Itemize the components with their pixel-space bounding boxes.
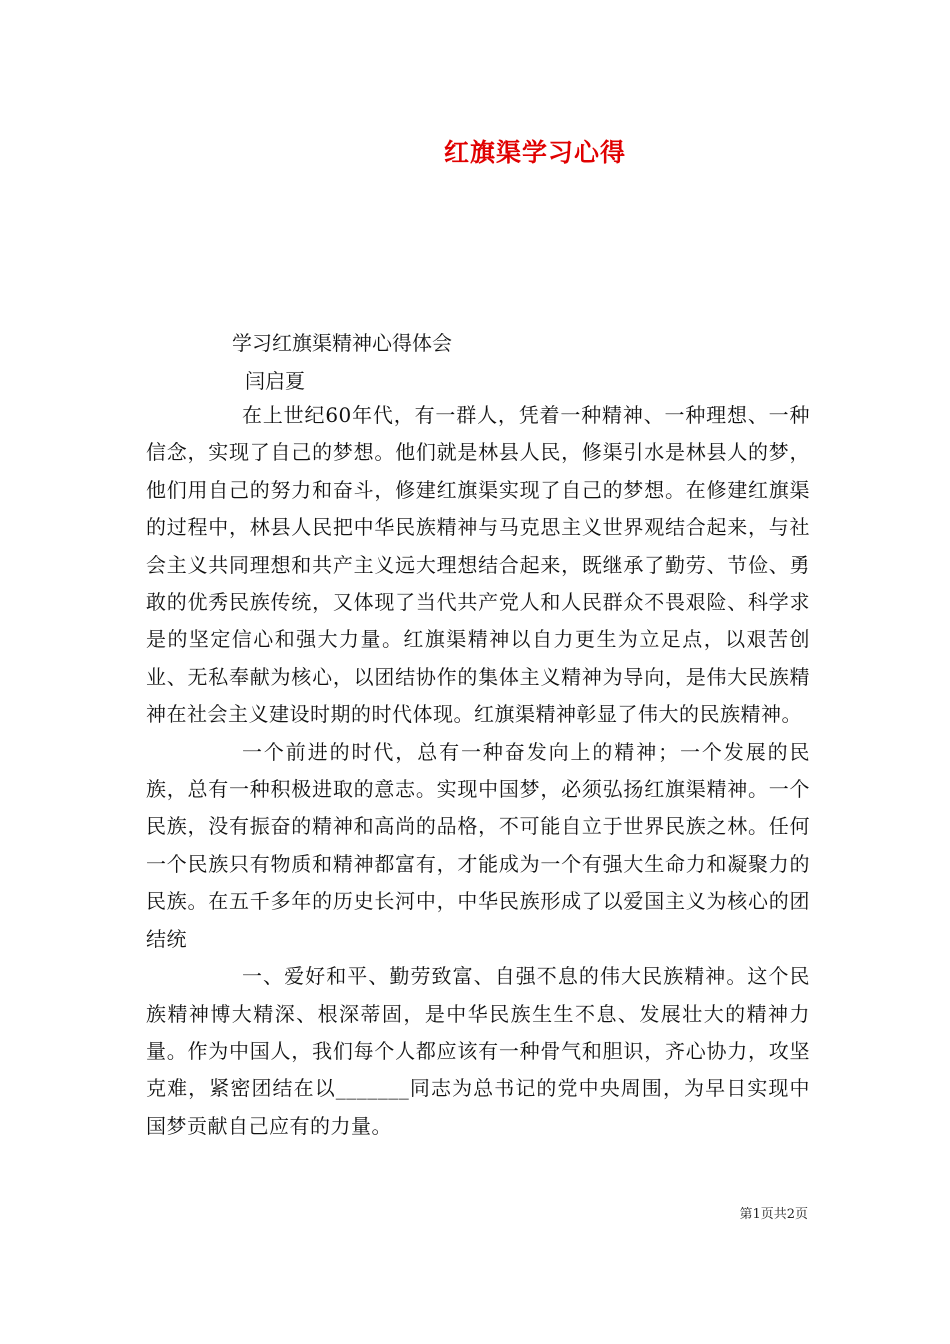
page-number-footer: 第1页共2页: [739, 1207, 808, 1222]
paragraph-2: 一个前进的时代，总有一种奋发向上的精神；一个发展的民族，总有一种积极进取的意志。实现中国梦，必须弘扬红旗渠精神。一个民族，没有振奋的精神和高尚的品格，不可能自立于世界民族之林。任何一个民族只有物质和精神都富有，才能成为一个有强大生命力和凝聚力的民族。在五千多年的历史长河中，中华民族形成了以爱国主义为核心的团结统: [146, 739, 810, 951]
document-subtitle: 学习红旗渠精神心得体会: [232, 331, 452, 355]
author-name: 闫启夏: [245, 369, 305, 393]
document-title: 红旗渠学习心得: [443, 138, 626, 167]
paragraph-1: 在上世纪60年代，有一群人，凭着一种精神、一种理想、一种信念，实现了自己的梦想。他们就是林县人民，修渠引水是林县人的梦，他们用自己的努力和奋斗，修建红旗渠实现了自己的梦想。在修建红旗渠的过程中，林县人民把中华民族精神与马克思主义世界观结合起来，与社会主义共同理想和共产主义远大理想结合起来，既继承了勤劳、节俭、勇敢的优秀民族传统，又体现了当代共产党人和人民群众不畏艰险、科学求是的坚定信心和强大力量。红旗渠精神以自力更生为立足点，以艰苦创业、无私奉献为核心，以团结协作的集体主义精神为导向，是伟大民族精神在社会主义建设时期的时代体现。红旗渠精神彰显了伟大的民族精神。: [146, 403, 810, 727]
paragraph-3: 一、爱好和平、勤劳致富、自强不息的伟大民族精神。这个民族精神博大精深、根深蒂固，是中华民族生生不息、发展壮大的精神力量。作为中国人，我们每个人都应该有一种骨气和胆识，齐心协力，攻坚克难，紧密团结在以_______同志为总书记的党中央周围，为早日实现中国梦贡献自己应有的力量。: [146, 964, 810, 1138]
document-body: [146, 397, 810, 1145]
